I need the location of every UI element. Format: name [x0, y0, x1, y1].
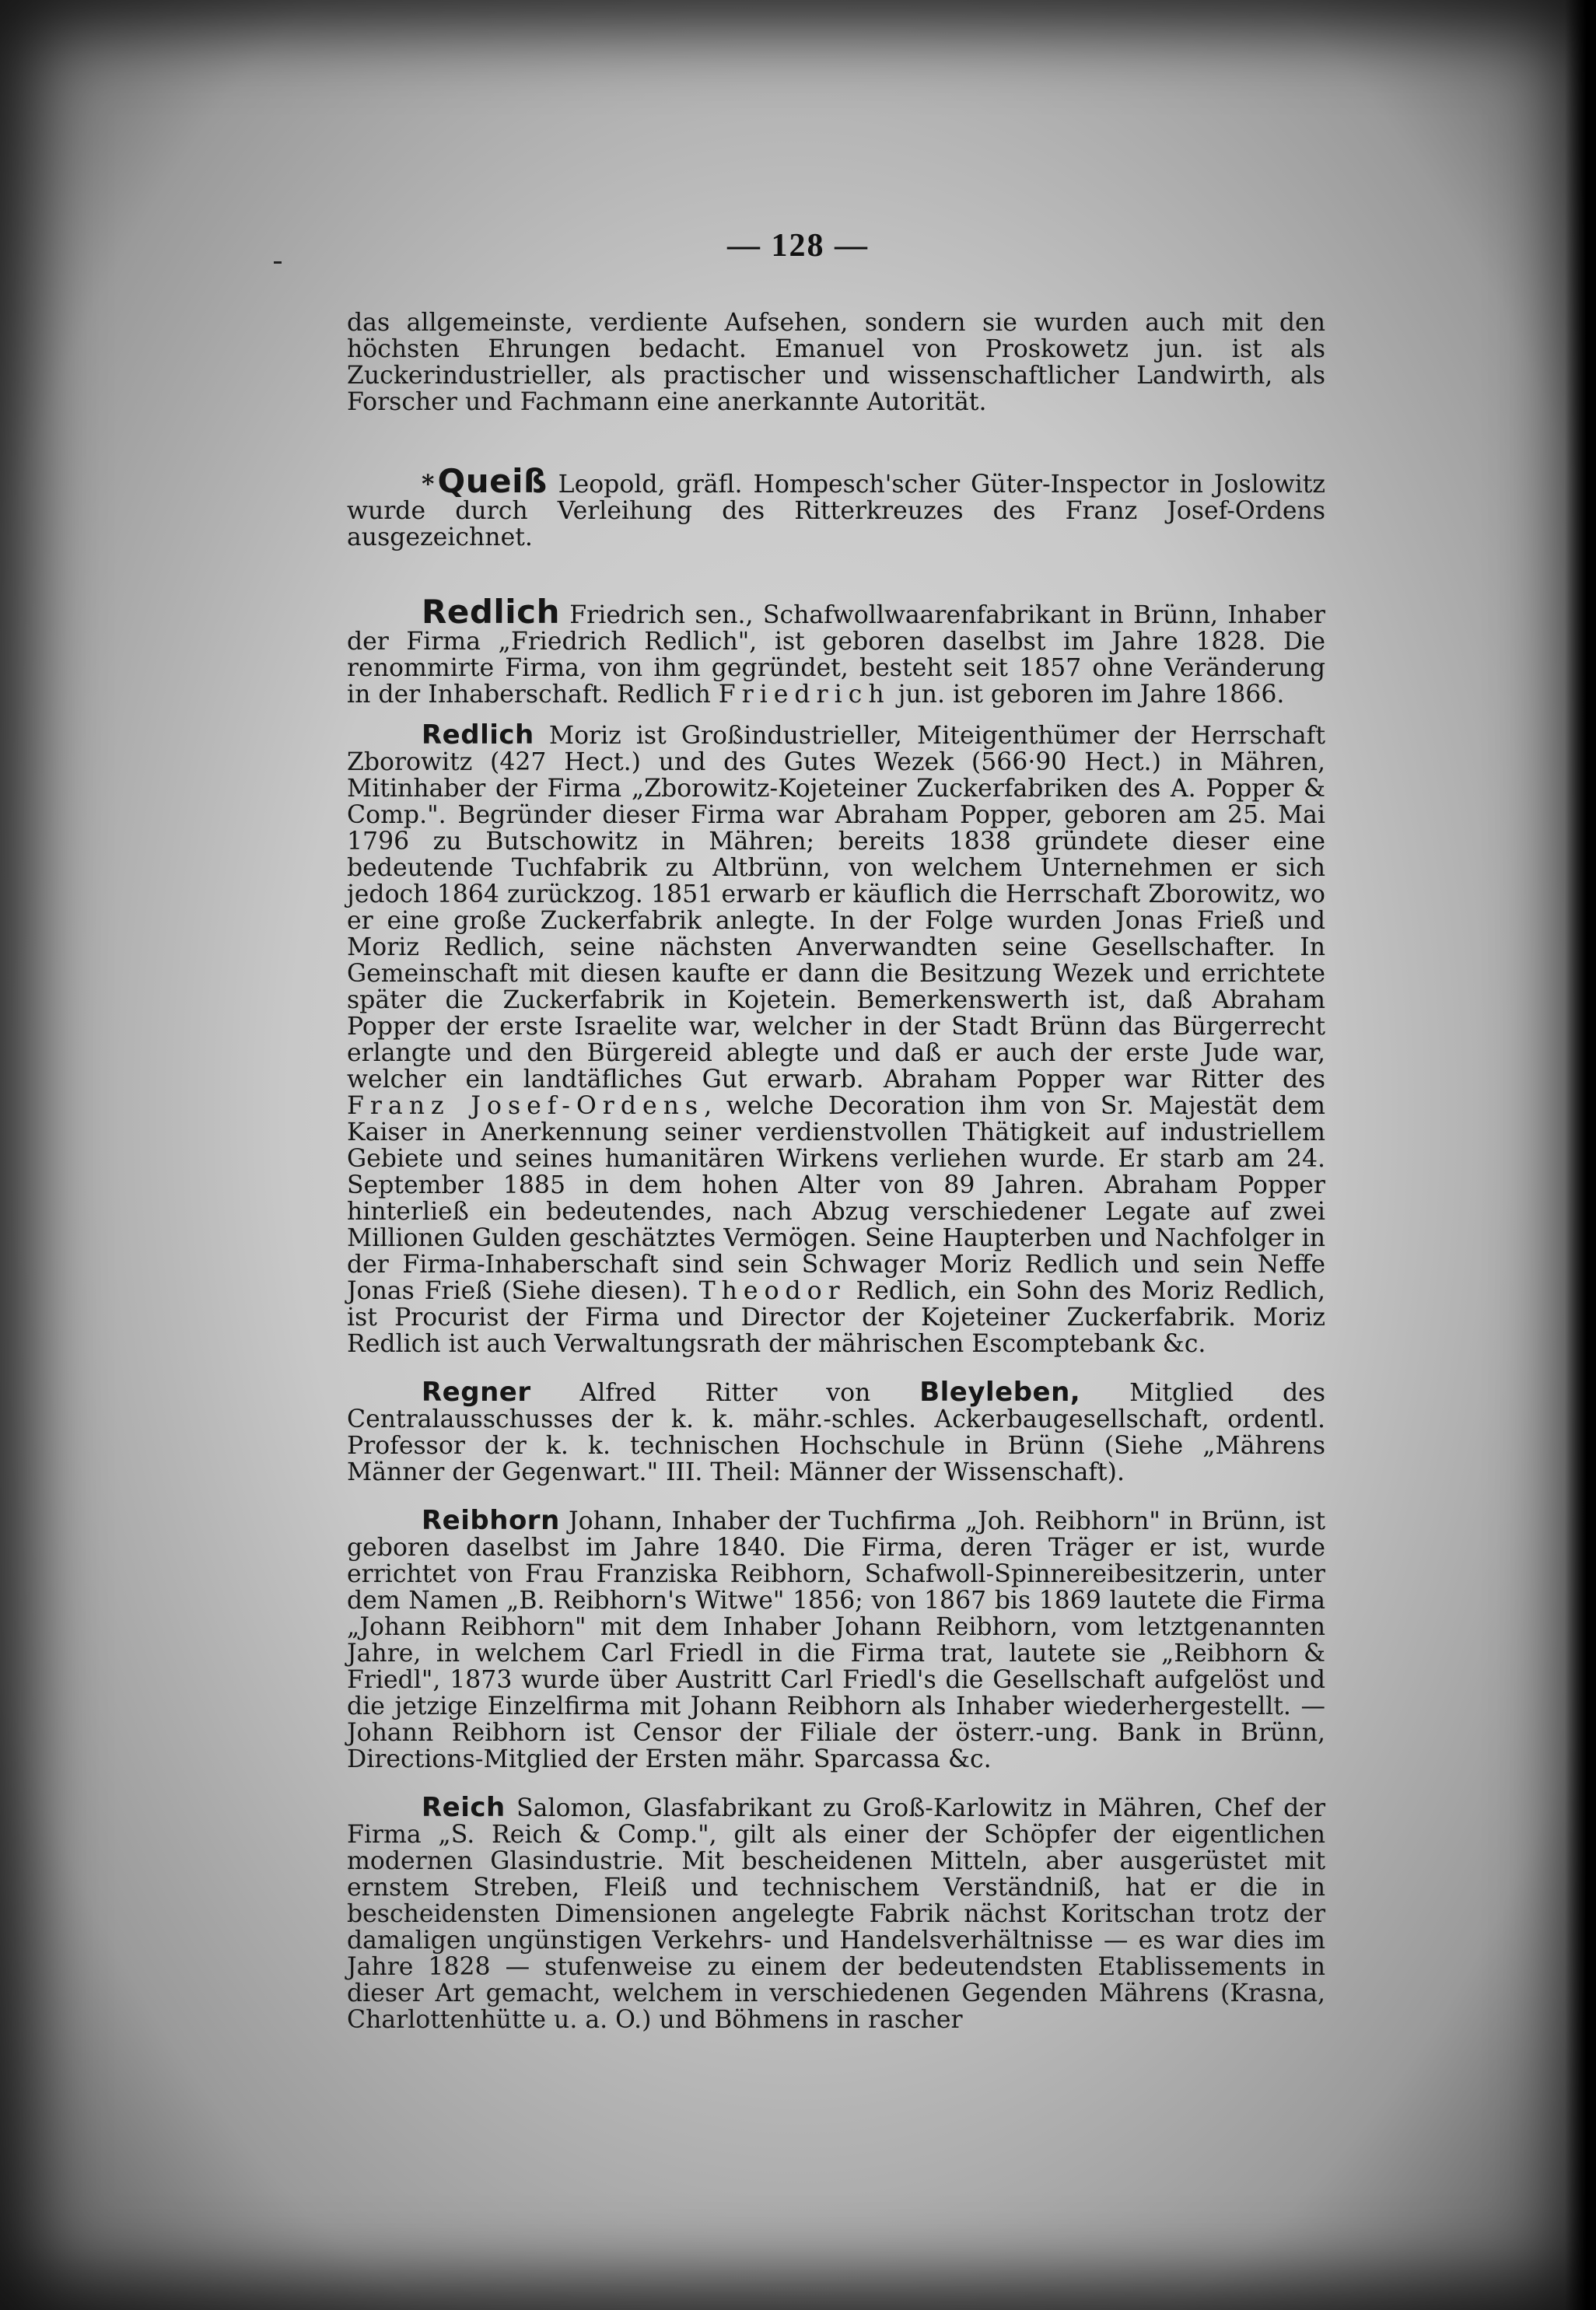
page-edge-shadow	[1565, 0, 1596, 2310]
entry-text-after: jun. ist geboren im Jahre 1866.	[890, 681, 1285, 709]
entry-text: Leopold, gräfl. Hompesch'scher Güter-Inspector in Joslowitz wurde durch Verleihung des Ritterkreuzes des Franz Josef-Ordens ausgezeichnet.	[347, 471, 1325, 551]
paragraph-continuation	[347, 310, 1325, 415]
entry-headword: Reich	[422, 1792, 506, 1823]
spaced-name: Friedrich	[718, 681, 891, 709]
paragraph-text: das allgemeinste, verdiente Aufsehen, sondern sie wurden auch mit den höchsten Ehrungen bedacht. Emanuel von Proskowetz jun. ist als Zuckerindustrieller, als practischer und wissenschaftlicher Landwirth, als Forscher und Fachmann eine anerkannte Autorität.	[347, 309, 1325, 416]
entry-text: Alfred Ritter von	[530, 1379, 920, 1407]
entry-headword: Redlich	[422, 593, 560, 631]
entry-regner	[347, 1379, 1325, 1486]
entry-headword: Regner	[422, 1377, 531, 1408]
entry-headword: Reibhorn	[422, 1505, 560, 1536]
entry-redlich-moriz	[347, 719, 1326, 1358]
asterisk-marker: *	[422, 470, 435, 499]
entry-text-after: , welche Decoration ihm von Sr. Majestät dem Kaiser in Anerkennung seiner verdienstvollen Thätigkeit auf industriellem Gebiete und seines humanitären Wirkens verliehen wurde. Er starb am 24. September 1885 in dem hohen Alter von 89 Jahren. Abraham Popper hinterließ ein bedeutendes, nach Abzug verschiedener Legate auf zwei Millionen Gulden geschätztes Vermögen. Seine Haupterben und Nachfolger in der Firma-Inhaberschaft sind sein Schwager Moriz Redlich und sein Neffe Jonas Frieß (Siehe diesen).	[347, 1092, 1326, 1305]
entry-text: Johann, Inhaber der Tuchfirma „Joh. Reibhorn" in Brünn, ist geboren daselbst im Jahre 1840. Die Firma, deren Träger er ist, wurde errichtet von Frau Franziska Reibhorn, Schafwoll-Spinnereibesitzerin, unter dem Namen „B. Reibhorn's Witwe" 1856; von 1867 bis 1869 lautete die Firma „Johann Reibhorn" mit dem Inhaber Johann Reibhorn, vom letztgenannten Jahre, in welchem Carl Friedl in die Firma trat, lautete sie „Reibhorn & Friedl", 1873 wurde über Austritt Carl Friedl's die Gesellschaft aufgelöst und die jetzige Einzelfirma mit Johann Reibhorn als Inhaber wiederhergestellt. — Johann Reibhorn ist Censor der Filiale der österr.-ung. Bank in Brünn, Directions-Mitglied der Ersten mähr. Sparcassa &c.	[347, 1507, 1325, 1773]
entry-text: Friedrich sen., Schafwollwaarenfabrikant in Brünn, Inhaber der Firma „Friedrich Redlich", ist geboren daselbst im Jahre 1828. Die renommirte Firma, von ihm gegründet, besteht seit 1857 ohne Veränderung in der Inhaberschaft. Redlich	[347, 601, 1325, 709]
entry-headword: Redlich	[422, 719, 534, 751]
entry-text: Moriz ist Großindustrieller, Miteigenthümer der Herrschaft Zborowitz (427 Hect.) und des Gutes Wezek (566·90 Hect.) in Mähren, Mitinhaber der Firma „Zborowitz-Kojeteiner Zuckerfabriken des A. Popper & Comp.". Begründer dieser Firma war Abraham Popper, geboren am 25. Mai 1796 zu Butschowitz in Mähren; bereits 1838 gründete dieser eine bedeutende Tuchfabrik zu Altbrünn, von welchem Unternehmen er sich jedoch 1864 zurückzog. 1851 erwarb er käuflich die Herrschaft Zborowitz, wo er eine große Zuckerfabrik anlegte. In der Folge wurden Jonas Frieß und Moriz Redlich, seine nächsten Anverwandten seine Gesellschafter. In Gemeinschaft mit diesen kaufte er dann die Besitzung Wezek und errichtete später die Zuckerfabrik in Kojetein. Bemerkenswerth ist, daß Abraham Popper der erste Israelite war, welcher in der Stadt Brünn das Bürgerrecht erlangte und den Bürgereid ablegte und daß er auch der erste Jude war, welcher ein landtäfliches Gut erwarb. Abraham Popper war Ritter des	[347, 722, 1325, 1094]
entry-redlich-friedrich	[347, 593, 1325, 709]
entry-text: Salomon, Glasfabrikant zu Groß-Karlowitz in Mähren, Chef der Firma „S. Reich & Comp.", gilt als einer der Schöpfer der eigentlichen modernen Glasindustrie. Mit bescheidenen Mitteln, aber ausgerüstet mit ernstem Streben, Fleiß und technischem Verständniß, hat er die in bescheidensten Dimensionen angelegte Fabrik nächst Koritschan trotz der damaligen ungünstigen Verkehrs- und Handelsverhältnisse — es war dies im Jahre 1828 — stufenweise zu einem der bedeutendsten Etablissements in dieser Art gemacht, welchem in verschiedenen Gegenden Mährens (Krasna, Charlottenhütte u. a. O.) und Böhmens in rascher	[347, 1794, 1325, 2034]
entry-reibhorn	[347, 1507, 1325, 1773]
entry-headword: Queiß	[437, 462, 548, 500]
entry-reich	[347, 1794, 1325, 2033]
entry-text-after: Mitglied des Centralausschusses der k. k. mähr.-schles. Ackerbaugesellschaft, ordentl. Professor der k. k. technischen Hochschule in Brünn (Siehe „Mährens Männer der Gegenwart." III. Theil: Männer der Wissenschaft).	[347, 1379, 1325, 1486]
entry-headword-secondary: Bleyleben,	[919, 1377, 1081, 1408]
entry-text-end: Redlich, ein Sohn des Moriz Redlich, ist Procurist der Firma und Director der Kojeteiner Zuckerfabrik. Moriz Redlich ist auch Verwaltungsrath der mährischen Escomptebank &c.	[347, 1277, 1325, 1358]
spaced-name: Theodor	[698, 1277, 846, 1305]
entry-queiss	[347, 462, 1325, 551]
page-body	[347, 310, 1325, 2033]
spaced-order-name: Franz Josef-Ordens	[347, 1092, 705, 1120]
page-number: — 128 —	[727, 228, 869, 264]
